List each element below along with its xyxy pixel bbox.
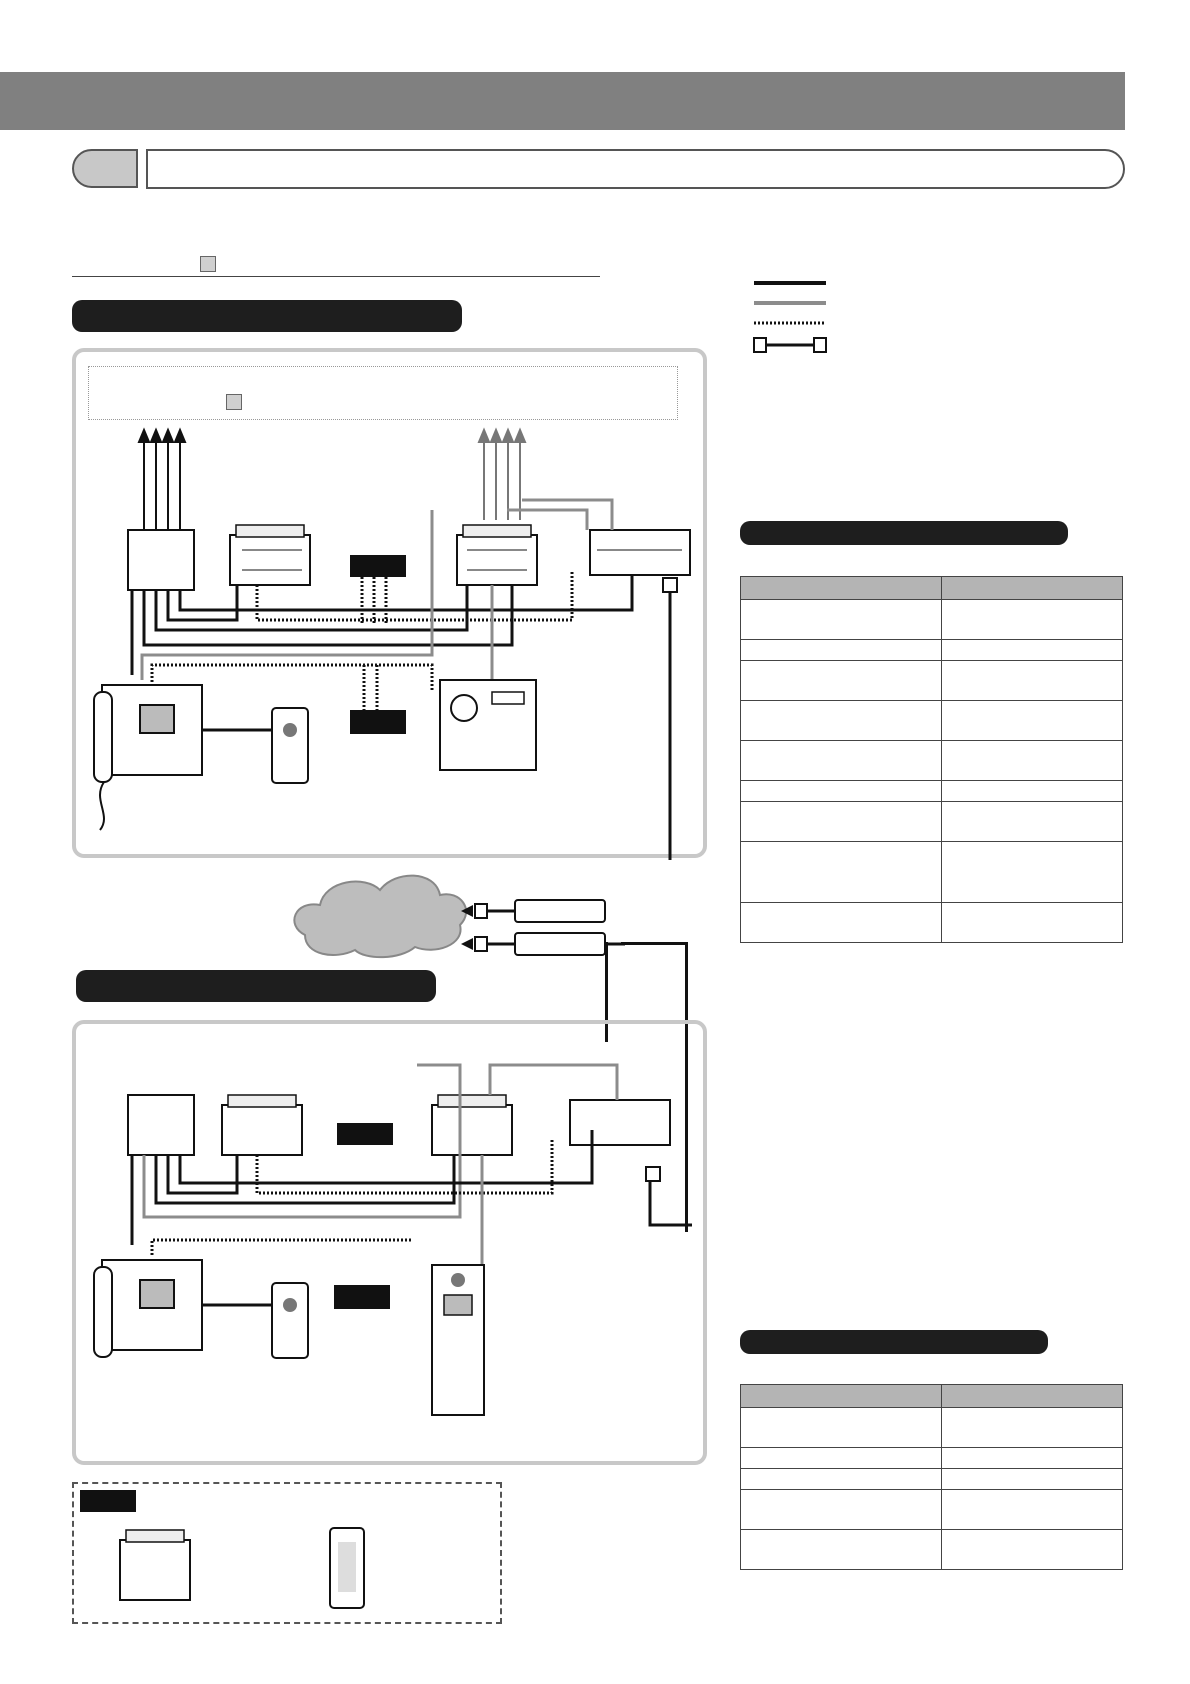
site-a-note-box [88, 366, 678, 420]
network-adaptor [590, 530, 690, 592]
lan-connector-icon [461, 904, 515, 951]
caption-rule [72, 276, 600, 277]
power-supply-unit [230, 525, 310, 585]
site-a-wiring-diagram [72, 420, 712, 860]
video-monitor-station [94, 685, 202, 830]
adaptor-icon [330, 1528, 364, 1608]
lan-cable-icon [754, 338, 826, 352]
reference-square-icon [200, 256, 216, 272]
site-b-title-bar [76, 970, 436, 1002]
entrance-panel [432, 1265, 484, 1415]
video-monitor-station [94, 1260, 202, 1357]
site-a-title-bar [72, 300, 462, 332]
arrow-group-right [479, 430, 525, 520]
door-station [272, 708, 308, 783]
network-adaptor [570, 1100, 670, 1181]
uplink-line [621, 942, 687, 945]
section-title-bar [146, 149, 1125, 189]
line-legend [750, 275, 850, 365]
label-box [334, 1285, 390, 1309]
site-b-wiring-diagram [72, 1055, 712, 1425]
spec-table-2 [740, 1384, 1123, 1570]
label-box [350, 710, 406, 734]
distribution-box [128, 1095, 194, 1155]
cloud-icon [294, 876, 466, 958]
arrow-group-left [139, 430, 185, 530]
control-unit [432, 1095, 512, 1155]
entrance-panel [440, 680, 536, 770]
network-switch-icon [515, 900, 605, 955]
header-bar [0, 72, 1125, 130]
power-supply-unit [222, 1095, 302, 1155]
distribution-box [128, 530, 194, 590]
label-box [337, 1123, 393, 1145]
section-number-box [72, 149, 138, 188]
note-tag [80, 1490, 136, 1512]
note-equipment-illustrations [100, 1520, 400, 1620]
reference-square-icon [226, 394, 242, 410]
power-supply-icon [120, 1530, 190, 1600]
control-unit [457, 525, 537, 585]
spec-table-1 [740, 576, 1123, 943]
internet-cloud-and-hubs [285, 865, 625, 965]
label-box [350, 555, 406, 577]
door-station [272, 1283, 308, 1358]
table-1-title-bar [740, 521, 1068, 545]
table-2-title-bar [740, 1330, 1048, 1354]
